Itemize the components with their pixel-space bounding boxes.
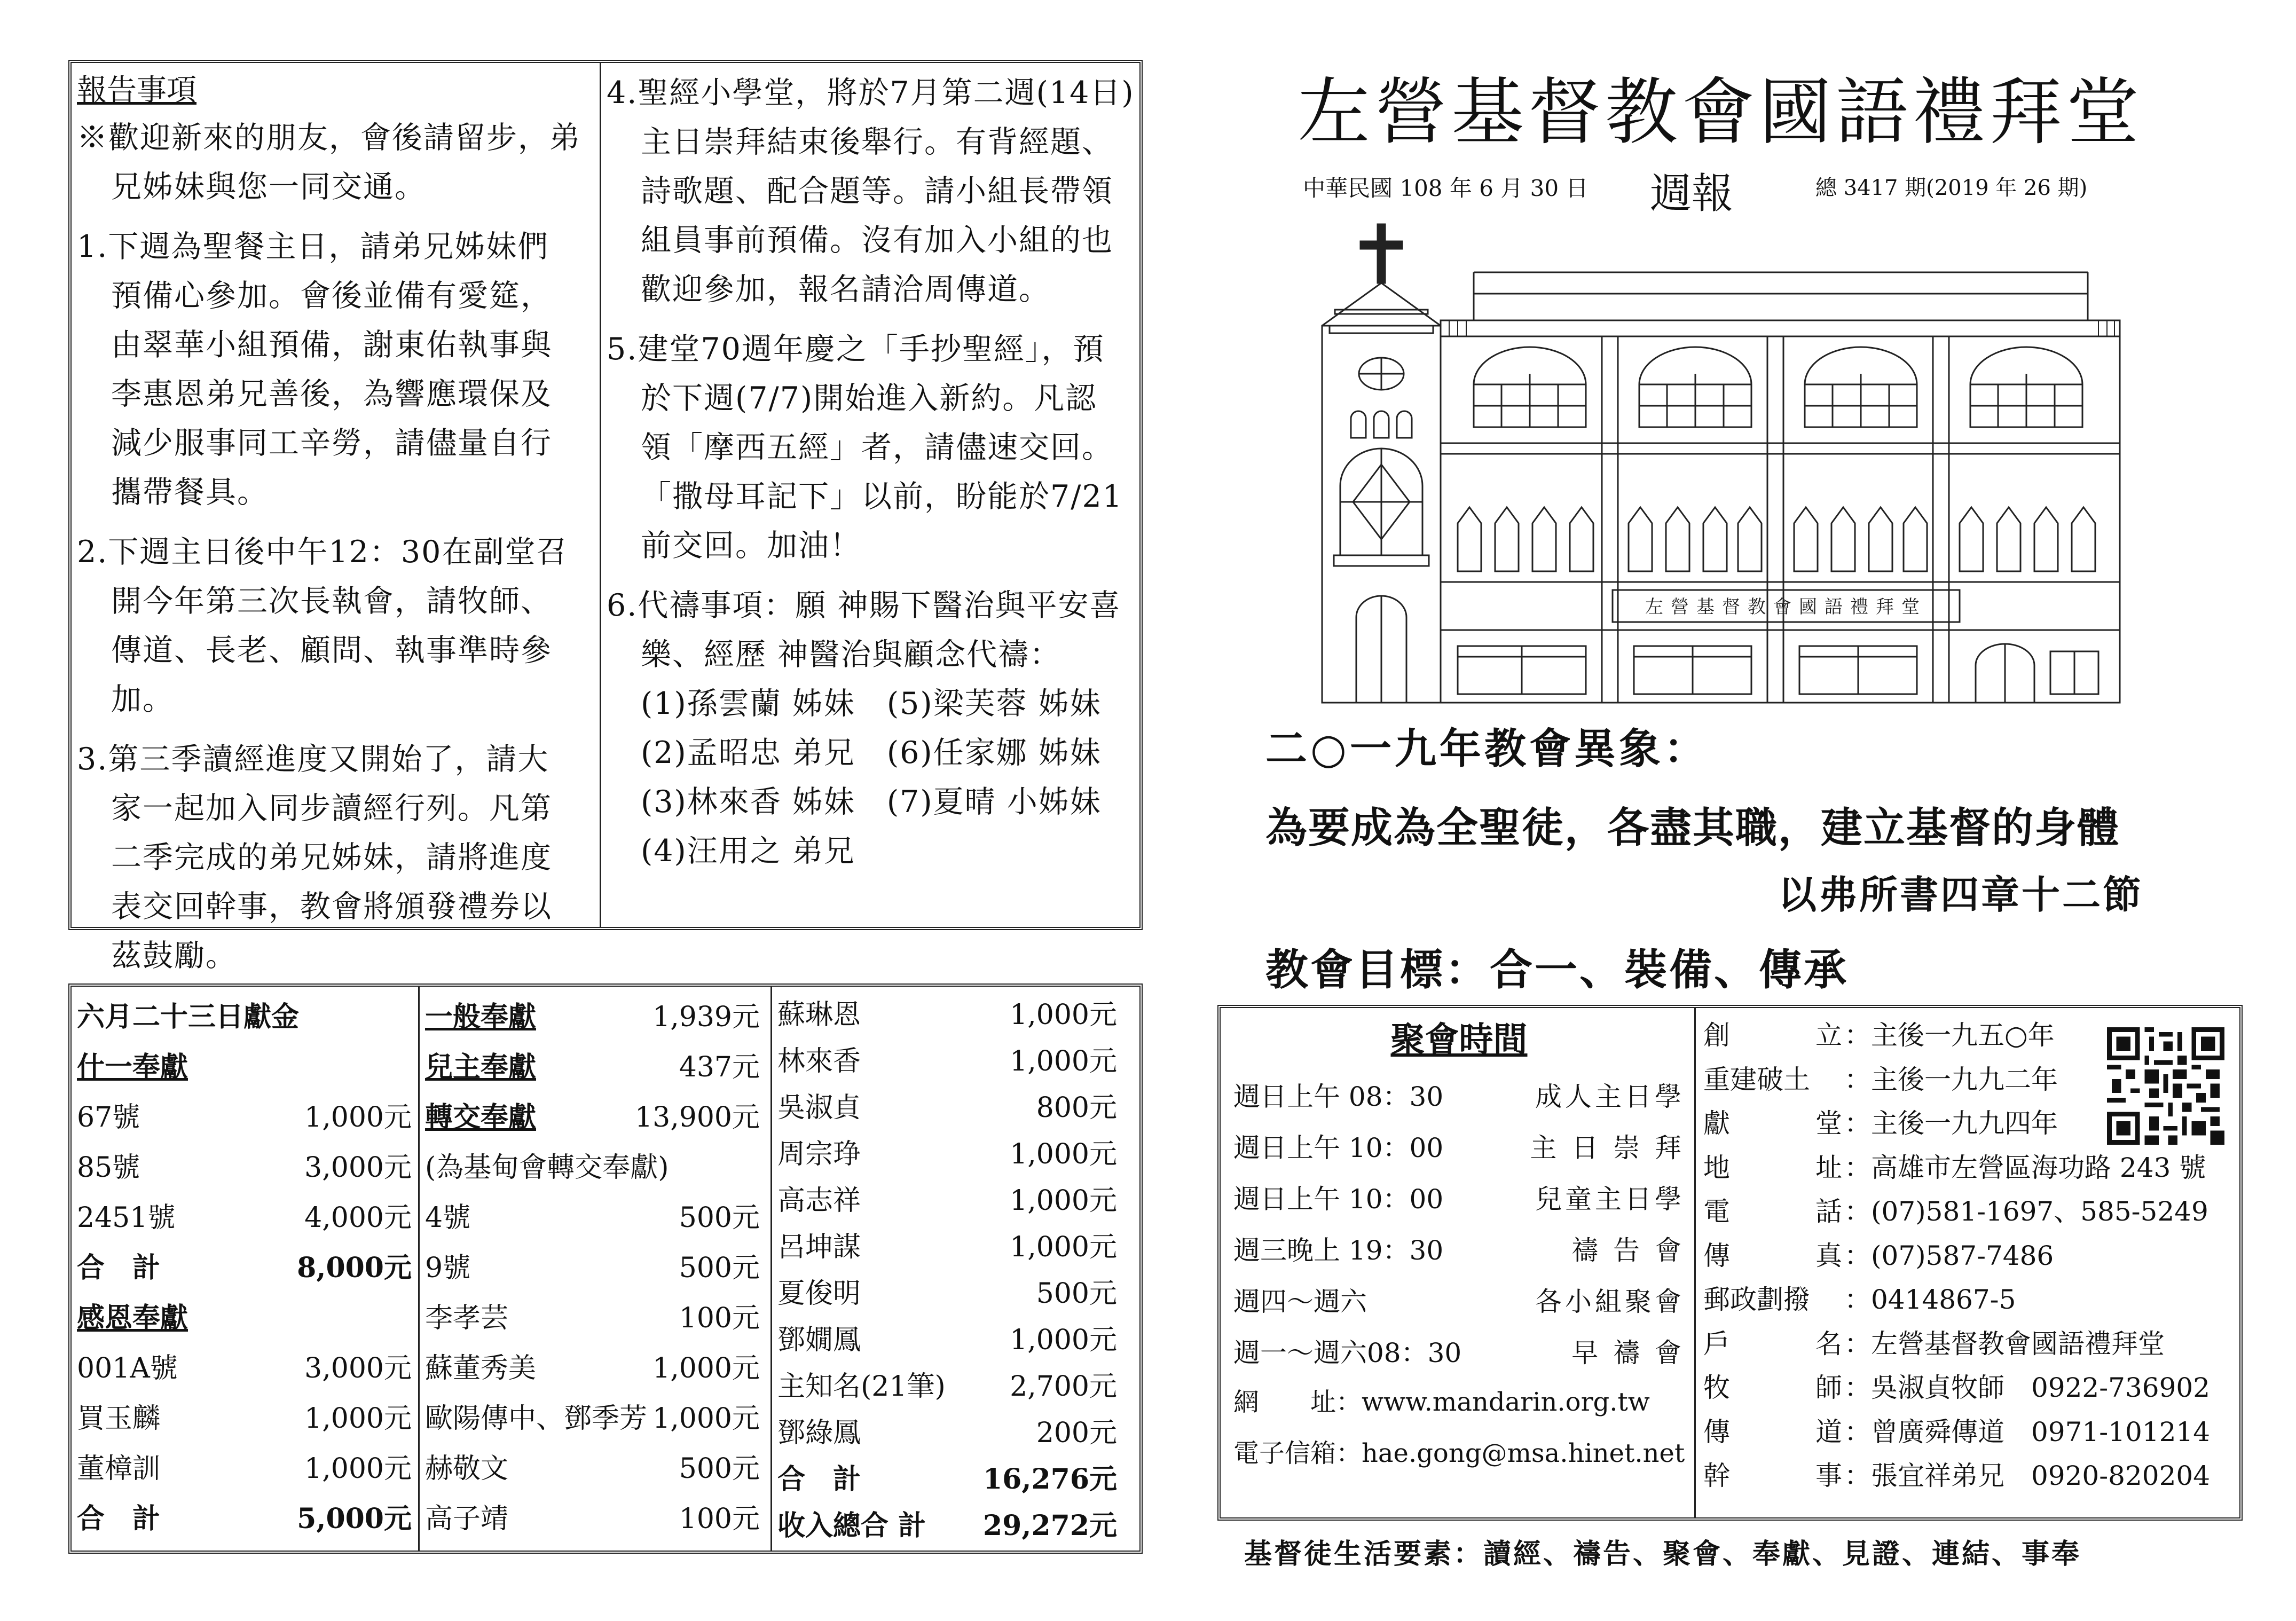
announcement-line: (3)林來香 姊妹 (7)夏晴 小姊妹 <box>641 784 1102 820</box>
meeting-row <box>1233 1120 1685 1171</box>
meeting-time: 週一～週六08：30 <box>1233 1337 1462 1368</box>
offering-row <box>77 1390 412 1441</box>
church-info-value: ：0414867-5 <box>1844 1284 2016 1316</box>
offering-label: 林來香 <box>777 1045 861 1077</box>
offering-amount: 1,000元 <box>1010 1231 1117 1263</box>
offerings-column-2 <box>420 987 772 1551</box>
offering-label: 吳淑貞 <box>777 1092 861 1124</box>
offering-label: 六月二十三日獻金 <box>77 1000 300 1033</box>
church-info-label-part: 重建破土 <box>1703 1064 1810 1095</box>
offering-row <box>777 1082 1117 1128</box>
offering-label: 歐陽傳中、鄧季芳 <box>425 1402 648 1435</box>
offering-amount: 5,000元 <box>297 1502 412 1535</box>
offering-row <box>77 1491 412 1541</box>
offering-label: 2451號 <box>77 1201 176 1234</box>
building-sign-text: 左營基督教會國語禮拜堂 <box>1645 596 1927 618</box>
offering-row <box>425 1139 760 1190</box>
offering-row <box>77 1039 412 1089</box>
offering-row <box>425 1089 760 1139</box>
offering-label: 呂坤謀 <box>777 1231 861 1263</box>
announcement-line: 主日崇拜結束後舉行。有背經題、 <box>641 124 1113 160</box>
announcement-line: 前交回。加油！ <box>641 528 861 563</box>
announcement-line: (1)孫雲蘭 姊妹 (5)梁芙蓉 姊妹 <box>641 686 1102 721</box>
offering-row <box>777 1128 1117 1175</box>
offering-amount: 1,000元 <box>1010 1185 1117 1217</box>
church-info-label-part: 獻 <box>1703 1108 1730 1139</box>
announcement-line: 開今年第三次長執會，請牧師、 <box>111 584 552 619</box>
offering-label: 9號 <box>425 1252 471 1284</box>
offering-label: 赫敬文 <box>425 1452 509 1485</box>
offering-label: 主知名(21筆) <box>777 1371 946 1403</box>
announcement-line: 茲鼓勵。 <box>111 938 237 973</box>
announcements-title: 報告事項 <box>77 73 196 108</box>
meeting-info-box <box>1217 1005 2243 1521</box>
meeting-row <box>1233 1223 1685 1274</box>
church-info-label-part: 立 <box>1815 1020 1842 1051</box>
announcement-line: 組員事前預備。沒有加入小組的也 <box>641 223 1113 258</box>
church-info-label-part: 傳 <box>1703 1240 1730 1271</box>
offering-amount: 1,000元 <box>304 1101 412 1134</box>
offerings-column-3 <box>772 987 1138 1551</box>
meeting-time: 週日上午 10：00 <box>1233 1132 1444 1163</box>
offering-amount: 100元 <box>679 1302 760 1334</box>
announcement-item <box>607 68 1133 314</box>
announcement-line: (2)孟昭忠 弟兄 (6)任家娜 姊妹 <box>641 735 1102 770</box>
church-info-row <box>1703 1144 2234 1188</box>
announcement-line: ※歡迎新來的朋友，會後請留步，弟 <box>77 120 581 155</box>
offering-label: 兒主奉獻 <box>425 1050 537 1083</box>
church-info-value: ：曾廣舜傳道 0971-101214 <box>1844 1416 2211 1447</box>
announcement-line: 樂、經歷 神醫治與顧念代禱： <box>641 637 1061 672</box>
offering-row <box>425 989 760 1039</box>
announcement-line: 5.建堂70週年慶之「手抄聖經」，預 <box>607 332 1105 367</box>
offering-row <box>777 1268 1117 1314</box>
bulletin-date: 中華民國 108 年 6 月 30 日 <box>1303 175 1589 201</box>
offering-amount: 800元 <box>1036 1092 1117 1124</box>
offering-row <box>77 1190 412 1240</box>
announcements-list-1 <box>77 113 593 980</box>
offering-row <box>77 989 412 1039</box>
offering-amount: 200元 <box>1036 1417 1117 1449</box>
offering-amount: 1,000元 <box>1010 999 1117 1031</box>
church-info-label-part: 地 <box>1703 1152 1730 1183</box>
offering-label: 001A號 <box>77 1352 178 1384</box>
announcement-line: 李惠恩弟兄善後，為響應環保及 <box>111 376 552 412</box>
vision-reference: 以弗所書四章十二節 <box>1778 872 2144 917</box>
announcements-column-2 <box>601 63 1139 927</box>
church-info-label-part: 創 <box>1703 1020 1730 1051</box>
announcement-line: 3.第三季讀經進度又開始了，請大 <box>77 742 549 777</box>
offerings-box <box>68 983 1143 1554</box>
offering-label: 蘇董秀美 <box>425 1352 537 1384</box>
meeting-row <box>1233 1171 1685 1223</box>
offering-row <box>77 1089 412 1139</box>
offering-row <box>425 1491 760 1541</box>
church-info-label <box>1703 1278 1842 1317</box>
church-info-value: ：(07)581-1697、585-5249 <box>1844 1196 2208 1227</box>
offering-label: 蘇琳恩 <box>777 999 861 1031</box>
church-info-label <box>1703 1014 1842 1052</box>
offering-row <box>777 1221 1117 1268</box>
announcement-item <box>77 735 593 980</box>
offering-row <box>425 1390 760 1441</box>
meeting-time: 週日上午 08：30 <box>1233 1081 1444 1112</box>
offering-amount: 1,000元 <box>304 1402 412 1435</box>
offering-amount: 500元 <box>679 1201 760 1234</box>
church-info-label-part: 事 <box>1815 1460 1842 1492</box>
offering-label: (為基甸會轉交奉獻) <box>425 1151 669 1184</box>
church-info-label <box>1703 1454 1842 1493</box>
announcement-line: 加。 <box>111 682 174 717</box>
church-info-value: ：吳淑貞牧師 0922-736902 <box>1844 1372 2211 1404</box>
offering-row <box>777 1500 1117 1546</box>
church-info-label <box>1703 1146 1842 1185</box>
vision-heading: 二○一九年教會異象： <box>1265 725 1709 773</box>
offering-row <box>777 1360 1117 1407</box>
announcement-line: 兄姊妹與您一同交通。 <box>111 169 426 204</box>
offering-amount: 1,000元 <box>1010 1045 1117 1077</box>
offering-label: 合 計 <box>77 1251 161 1284</box>
email-link[interactable]: 電子信箱：hae.gong@msa.hinet.net <box>1233 1438 1685 1468</box>
church-info-panel <box>1696 1008 2239 1517</box>
offering-amount: 100元 <box>679 1502 760 1535</box>
meeting-event: 兒童主日學 <box>1535 1184 1685 1215</box>
offering-label: 4號 <box>425 1201 471 1234</box>
offering-row <box>425 1039 760 1089</box>
offering-label: 轉交奉獻 <box>425 1100 537 1134</box>
church-info-row <box>1703 1276 2234 1320</box>
church-info-label <box>1703 1366 1842 1405</box>
offering-label: 周宗琤 <box>777 1138 861 1170</box>
offering-amount: 1,000元 <box>1010 1324 1117 1356</box>
church-info-row <box>1703 1320 2234 1364</box>
offering-amount: 437元 <box>679 1051 760 1083</box>
offering-label: 高子靖 <box>425 1502 509 1535</box>
announcement-item <box>77 528 593 724</box>
announcement-line: 由翠華小組預備，謝東佑執事與 <box>111 327 552 363</box>
offering-label: 董樟訓 <box>77 1452 161 1485</box>
offering-label: 買玉麟 <box>77 1402 161 1435</box>
offering-label: 鄧綠鳳 <box>777 1417 861 1449</box>
offering-amount: 8,000元 <box>297 1251 412 1284</box>
offering-label: 合 計 <box>77 1502 161 1535</box>
church-info-label <box>1703 1058 1842 1097</box>
church-info-label-part: 真 <box>1815 1240 1842 1271</box>
meeting-times-list <box>1233 1069 1685 1376</box>
offering-row <box>777 1407 1117 1453</box>
church-info-row <box>1703 1452 2234 1496</box>
offering-amount: 16,276元 <box>982 1463 1117 1496</box>
offering-label: 鄧嫺鳳 <box>777 1324 861 1356</box>
announcement-line: (4)汪用之 弟兄 <box>641 833 855 869</box>
announcement-line: 1.下週為聖餐主日，請弟兄姊妹們 <box>77 229 549 264</box>
church-info-label-part: 郵政劃撥 <box>1703 1284 1810 1316</box>
meeting-event: 主 日 崇 拜 <box>1530 1132 1685 1163</box>
offering-label: 一般奉獻 <box>425 1000 537 1033</box>
offering-label: 67號 <box>77 1101 140 1134</box>
announcement-item <box>607 325 1133 570</box>
meeting-event: 各小組聚會 <box>1535 1286 1685 1317</box>
church-info-label-part: 話 <box>1815 1196 1842 1227</box>
church-info-value: ：高雄市左營區海功路 243 號 <box>1844 1152 2206 1183</box>
meeting-time: 週三晚上 19：30 <box>1233 1235 1444 1266</box>
offering-row <box>425 1441 760 1491</box>
meeting-times-title: 聚會時間 <box>1390 1020 1528 1060</box>
website-link[interactable]: 網 址：www.mandarin.org.tw <box>1233 1387 1650 1417</box>
church-info-label <box>1703 1323 1842 1361</box>
meeting-row <box>1233 1325 1685 1376</box>
church-info-label-part: 址 <box>1815 1152 1842 1183</box>
offering-row <box>77 1441 412 1491</box>
offering-amount: 3,000元 <box>304 1151 412 1184</box>
offering-amount: 3,000元 <box>304 1352 412 1384</box>
church-info-label <box>1703 1190 1842 1229</box>
offering-row <box>777 1314 1117 1360</box>
announcement-line: 於下週(7/7)開始進入新約。凡認 <box>641 381 1097 416</box>
church-info-label-part: 戶 <box>1703 1328 1730 1359</box>
offering-label: 夏俊明 <box>777 1278 861 1310</box>
offering-amount: 13,900元 <box>635 1101 760 1134</box>
announcements-column-1 <box>72 63 601 973</box>
church-info-row <box>1703 1187 2234 1232</box>
offering-label: 李孝芸 <box>425 1302 509 1334</box>
announcement-line: 詩歌題、配合題等。請小組長帶領 <box>641 174 1113 209</box>
church-info-label-part: 幹 <box>1703 1460 1730 1492</box>
offering-row <box>77 1139 412 1190</box>
announcement-line: 預備心參加。會後並備有愛筵， <box>111 278 552 313</box>
offering-row <box>777 1453 1117 1500</box>
offering-amount: 29,272元 <box>982 1509 1117 1542</box>
church-title: 左營基督教會國語禮拜堂 <box>1298 70 2143 155</box>
announcement-line: 二季完成的弟兄姊妹，請將進度 <box>111 840 552 875</box>
announcement-line: 4.聖經小學堂，將於7月第二週(14日) <box>607 75 1135 111</box>
church-info-row <box>1703 1408 2234 1452</box>
offering-label: 合 計 <box>777 1463 861 1496</box>
announcement-line: 表交回幹事，教會將頒發禮券以 <box>111 889 552 924</box>
announcements-box <box>68 60 1143 973</box>
meeting-time: 週四～週六 <box>1233 1286 1367 1317</box>
offerings-column-1 <box>72 987 420 1551</box>
announcement-line: 減少服事同工辛勞，請儘量自行 <box>111 426 552 461</box>
church-info-label <box>1703 1102 1842 1140</box>
offering-amount: 1,939元 <box>652 1001 760 1033</box>
meeting-row <box>1233 1069 1685 1120</box>
church-info-label <box>1703 1234 1842 1273</box>
meeting-event: 成人主日學 <box>1535 1081 1685 1112</box>
church-info-value: ：主後一九九二年 <box>1844 1064 2058 1095</box>
church-info-value: ：張宜祥弟兄 0920-820204 <box>1844 1460 2211 1492</box>
church-info-label-part: 堂 <box>1815 1108 1842 1139</box>
announcement-line: 攜帶餐具。 <box>111 475 269 510</box>
offering-row <box>77 1290 412 1340</box>
meeting-row <box>1233 1274 1685 1325</box>
announcement-line: 領「摩西五經」者，請儘速交回。 <box>641 430 1113 465</box>
offering-amount: 1,000元 <box>652 1402 760 1435</box>
offering-label: 85號 <box>77 1151 140 1184</box>
announcement-item <box>77 222 593 517</box>
offering-label: 收入總合 計 <box>777 1509 926 1542</box>
offering-amount: 500元 <box>679 1452 760 1485</box>
announcement-line: 歡迎參加，報名請洽周傳道。 <box>641 272 1050 307</box>
offering-row <box>425 1340 760 1390</box>
offering-row <box>77 1340 412 1390</box>
church-goal: 教會目標：合一、裝備、傳承 <box>1265 945 1849 995</box>
issue-number: 總 3417 期(2019 年 26 期) <box>1815 176 2088 200</box>
announcement-line: 「撒母耳記下」以前，盼能於7/21 <box>641 479 1123 514</box>
church-info-value: ：主後一九五○年 <box>1844 1020 2055 1051</box>
announcement-line: 2.下週主日後中午12：30在副堂召 <box>77 534 568 570</box>
offering-amount: 4,000元 <box>304 1201 412 1234</box>
church-info-value: ：主後一九九四年 <box>1844 1108 2058 1139</box>
offering-label: 感恩奉獻 <box>77 1301 188 1334</box>
offering-row <box>425 1290 760 1340</box>
offering-label: 什一奉獻 <box>77 1050 188 1083</box>
offering-row <box>777 1035 1117 1082</box>
offering-amount: 500元 <box>679 1252 760 1284</box>
church-info-label <box>1703 1411 1842 1449</box>
church-info-label-part: 名 <box>1815 1328 1842 1359</box>
offering-row <box>425 1190 760 1240</box>
church-info-label-part: 師 <box>1815 1372 1842 1404</box>
weekly-label: 週報 <box>1650 170 1734 218</box>
church-info-label-part: 電 <box>1703 1196 1730 1227</box>
church-info-row <box>1703 1232 2234 1276</box>
offering-amount: 500元 <box>1036 1278 1117 1310</box>
church-building-illustration <box>1303 214 2136 710</box>
announcement-line: 傳道、長老、顧問、執事準時參 <box>111 633 552 668</box>
christian-life-elements: 基督徒生活要素：讀經、禱告、聚會、奉獻、見證、連結、事奉 <box>1244 1538 2082 1570</box>
bulletin-subheader <box>1303 160 2146 218</box>
church-info-label-part: 牧 <box>1703 1372 1730 1404</box>
meeting-time: 週日上午 10：00 <box>1233 1184 1444 1215</box>
offering-row <box>425 1240 760 1290</box>
offering-row <box>77 1240 412 1290</box>
qr-code-icon[interactable] <box>2107 1027 2224 1145</box>
vision-statement: 為要成為全聖徒，各盡其職，建立基督的身體 <box>1265 804 2120 852</box>
offering-row <box>777 989 1117 1035</box>
meeting-event: 早 禱 會 <box>1571 1337 1685 1368</box>
offering-amount: 1,000元 <box>1010 1138 1117 1170</box>
church-info-label-part: 傳 <box>1703 1416 1730 1447</box>
offering-amount: 2,700元 <box>1010 1371 1117 1403</box>
announcement-line: 家一起加入同步讀經行列。凡第 <box>111 791 552 826</box>
church-info-value: ：(07)587-7486 <box>1844 1240 2054 1271</box>
meeting-event: 禱 告 會 <box>1571 1235 1685 1266</box>
church-info-row <box>1703 1364 2234 1408</box>
announcements-list-2 <box>607 68 1133 876</box>
announcement-item <box>607 581 1133 876</box>
offering-amount: 1,000元 <box>652 1352 760 1384</box>
offering-row <box>777 1175 1117 1221</box>
offering-amount: 1,000元 <box>304 1452 412 1485</box>
announcement-item <box>77 113 593 211</box>
offering-label: 高志祥 <box>777 1185 861 1217</box>
meeting-times-panel <box>1221 1008 1696 1517</box>
church-info-label-part: 道 <box>1815 1416 1842 1447</box>
church-info-value: ：左營基督教會國語禮拜堂 <box>1844 1328 2165 1359</box>
announcement-line: 6.代禱事項：願 神賜下醫治與平安喜 <box>607 588 1121 623</box>
